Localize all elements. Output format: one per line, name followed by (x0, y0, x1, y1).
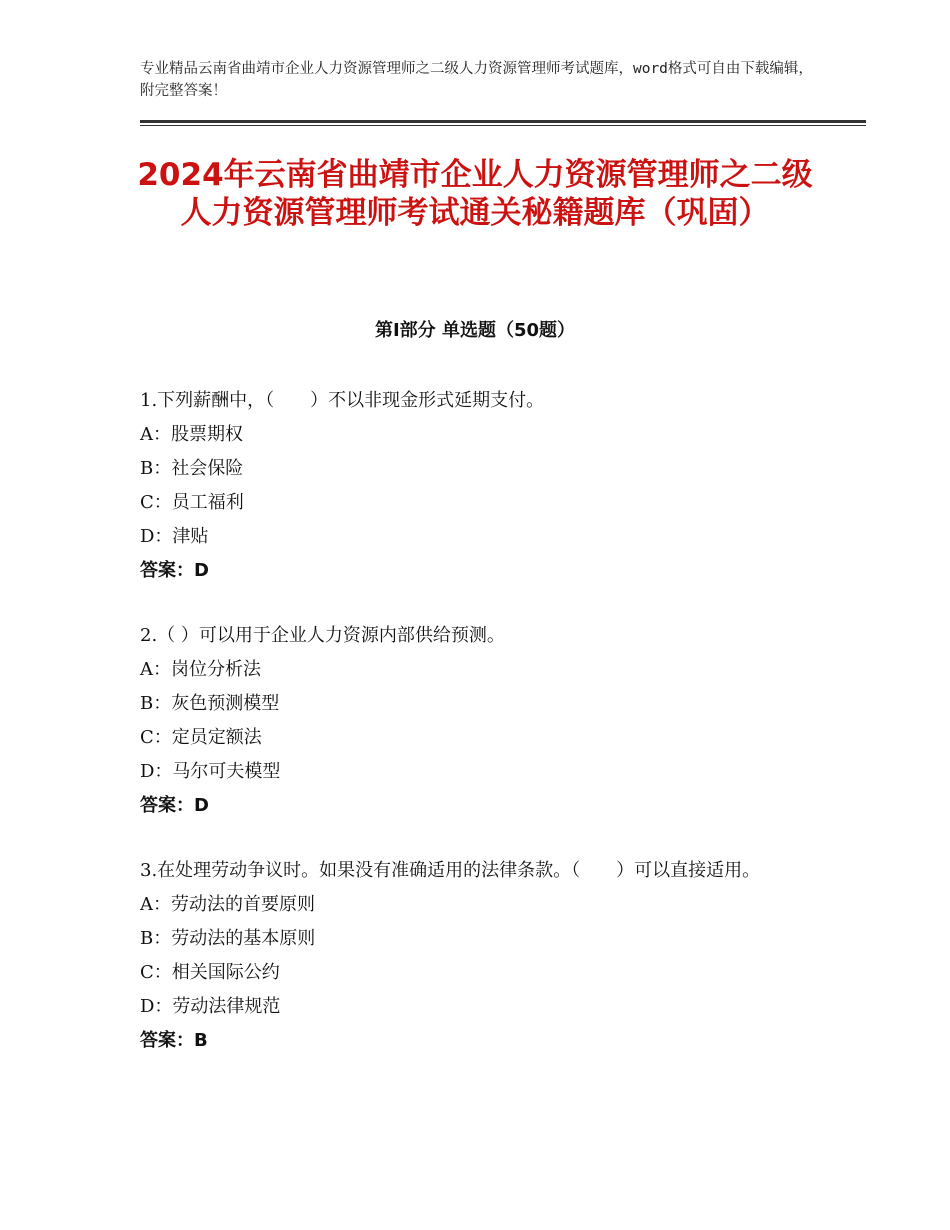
answer: 答案：D (140, 560, 209, 581)
option-a: A：岗位分析法 (140, 659, 261, 680)
question-stem: 1.下列薪酬中，（ ）不以非现金形式延期支付。 (140, 390, 545, 411)
question-stem: 3.在处理劳动争议时。如果没有准确适用的法律条款。（ ）可以直接适用。 (140, 860, 761, 881)
option-c: C：定员定额法 (140, 727, 262, 748)
question-list (140, 384, 820, 1089)
option-c: C：相关国际公约 (140, 962, 280, 983)
question-item (140, 619, 820, 823)
document-title: 2024年云南省曲靖市企业人力资源管理师之二级人力资源管理师考试通关秘籍题库（巩固） (137, 157, 813, 231)
option-b: B：社会保险 (140, 458, 244, 479)
question-item (140, 854, 820, 1058)
option-a: A：劳动法的首要原则 (140, 894, 315, 915)
header-note: 专业精品云南省曲靖市企业人力资源管理师之二级人力资源管理师考试题库，word格式可自由下载编辑，附完整答案！ (140, 61, 813, 99)
option-a: A：股票期权 (140, 424, 243, 445)
question-item (140, 384, 820, 588)
option-c: C：员工福利 (140, 492, 244, 513)
question-stem: 2.（ ）可以用于企业人力资源内部供给预测。 (140, 625, 505, 646)
option-d: D：津贴 (140, 526, 209, 547)
section-title: 第Ⅰ部分 单选题（50题） (374, 320, 575, 341)
answer: 答案：B (140, 1030, 208, 1051)
option-d: D：劳动法律规范 (140, 996, 281, 1017)
header-rule-thick (140, 120, 866, 123)
header-rule-thin (140, 125, 866, 126)
answer: 答案：D (140, 795, 209, 816)
option-b: B：灰色预测模型 (140, 693, 280, 714)
option-b: B：劳动法的基本原则 (140, 928, 316, 949)
option-d: D：马尔可夫模型 (140, 761, 281, 782)
